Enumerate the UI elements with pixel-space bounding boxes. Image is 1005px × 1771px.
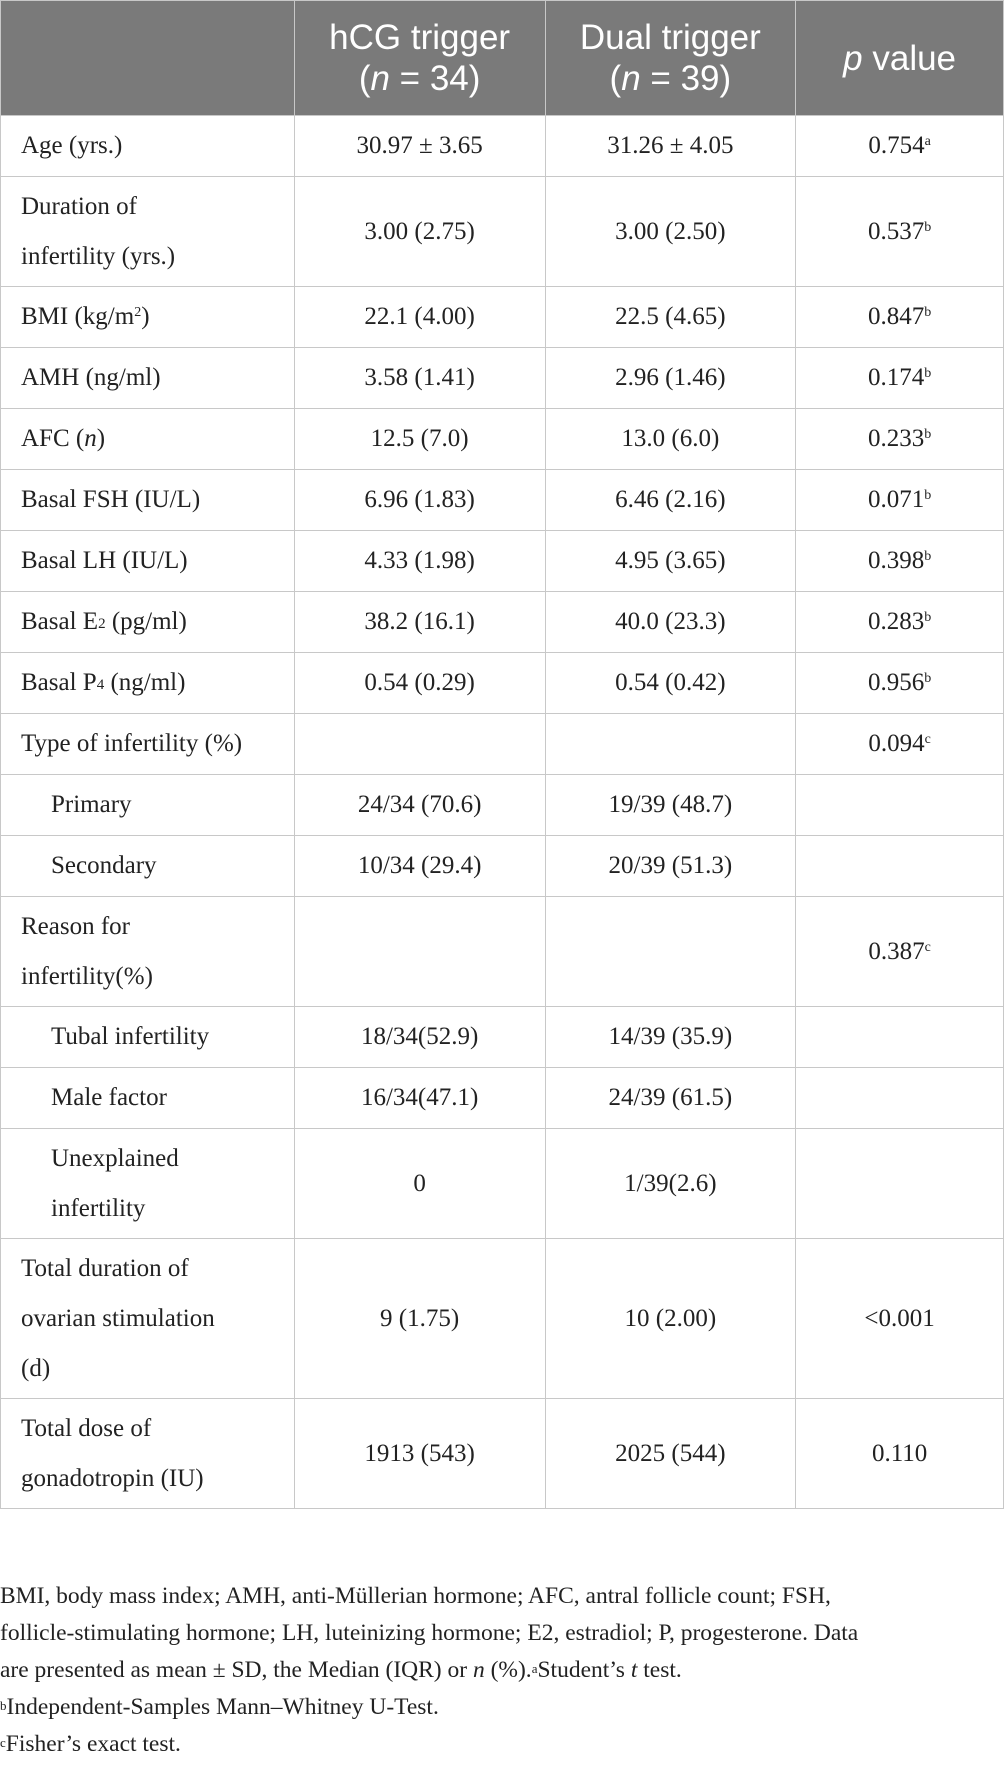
header-p-rest: value xyxy=(862,38,957,78)
dual-value: 31.26 ± 4.05 xyxy=(545,116,796,177)
header-dual-n-symbol: n xyxy=(621,59,641,98)
p-footnote-mark: a xyxy=(924,134,931,149)
p-value-cell xyxy=(796,348,1004,409)
p-value: 0.174 xyxy=(867,364,925,391)
p-value-cell xyxy=(796,653,1004,714)
p-footnote-mark: c xyxy=(924,732,931,747)
dual-value: 13.0 (6.0) xyxy=(545,409,796,470)
dual-value: 2025 (544) xyxy=(545,1399,796,1509)
dual-value xyxy=(545,714,796,775)
hcg-value: 1913 (543) xyxy=(294,1399,545,1509)
row-label xyxy=(1,653,295,714)
header-dual-title: Dual trigger xyxy=(579,18,761,57)
p-value-cell xyxy=(796,409,1004,470)
p-value: 0.387 xyxy=(868,937,925,965)
footnote-t: t xyxy=(630,1657,638,1683)
footnote-text: Independent-Samples Mann–Whitney U-Test. xyxy=(6,1694,439,1720)
p-value: 0.537 xyxy=(867,217,925,245)
row-label: Basal LH (IU/L) xyxy=(1,531,295,592)
p-footnote-mark: b xyxy=(924,610,932,625)
row-label xyxy=(1,177,295,287)
row-label-line1: Reason for xyxy=(21,912,130,940)
footnote-mark: c xyxy=(0,1735,6,1750)
footnote-mark: a xyxy=(531,1661,538,1676)
header-p-symbol: p xyxy=(843,38,863,78)
table-row-total-dose xyxy=(1,1399,1004,1509)
table-row-p4 xyxy=(1,653,1004,714)
row-label-line2: infertility xyxy=(51,1194,146,1222)
p-value: 0.398 xyxy=(867,547,925,574)
header-hcg-title: hCG trigger xyxy=(329,18,511,57)
row-label-line1: Total dose of xyxy=(21,1414,152,1442)
hcg-value: 3.58 (1.41) xyxy=(294,348,545,409)
p-footnote-mark: b xyxy=(924,305,932,320)
footnote-mark: b xyxy=(0,1698,7,1713)
hcg-value: 0 xyxy=(294,1129,545,1239)
p-value: 0.071 xyxy=(867,486,925,513)
row-label: Type of infertility (%) xyxy=(1,714,295,775)
p-value-cell xyxy=(796,897,1004,1007)
row-label-text: Basal E xyxy=(21,608,99,635)
p-value xyxy=(796,1068,1004,1129)
p-footnote-mark: b xyxy=(924,488,932,503)
row-label-n: n xyxy=(84,425,97,452)
row-label xyxy=(1,897,295,1007)
p-value xyxy=(796,1007,1004,1068)
row-label xyxy=(1,592,295,653)
table-row-e2 xyxy=(1,592,1004,653)
row-label-line2: infertility (yrs.) xyxy=(21,242,176,270)
row-label-line1: Duration of xyxy=(21,192,137,220)
p-value xyxy=(796,775,1004,836)
table-row-secondary xyxy=(1,836,1004,897)
table-row-duration xyxy=(1,177,1004,287)
dual-value: 4.95 (3.65) xyxy=(545,531,796,592)
hcg-value: 3.00 (2.75) xyxy=(294,177,545,287)
row-label-line1: Total duration of xyxy=(21,1254,189,1282)
table-row-bmi xyxy=(1,287,1004,348)
p-footnote-mark: b xyxy=(924,366,932,381)
p-value: 0.094 xyxy=(868,730,925,757)
dual-value: 10 (2.00) xyxy=(545,1239,796,1399)
row-label-line2: gonadotropin (IU) xyxy=(21,1464,204,1492)
table-row-amh xyxy=(1,348,1004,409)
footnote-line: follicle-stimulating hormone; LH, luteinizing hormone; E2, estradiol; P, progesterone. Data xyxy=(0,1620,859,1646)
row-label-line1: Unexplained xyxy=(51,1144,179,1172)
row-label-end: ) xyxy=(141,303,150,330)
p-value: 0.233 xyxy=(867,425,925,452)
dual-value: 0.54 (0.42) xyxy=(545,653,796,714)
dual-value: 14/39 (35.9) xyxy=(545,1007,796,1068)
row-label: Tubal infertility xyxy=(1,1007,295,1068)
footnote-line xyxy=(0,1689,1000,1726)
p-footnote-mark: c xyxy=(924,939,931,955)
row-label-subscript: 2 xyxy=(98,616,106,632)
dual-value: 2.96 (1.46) xyxy=(545,348,796,409)
dual-value: 20/39 (51.3) xyxy=(545,836,796,897)
row-label: Primary xyxy=(1,775,295,836)
p-value: 0.283 xyxy=(867,608,925,635)
hcg-value: 22.1 (4.00) xyxy=(294,287,545,348)
row-label xyxy=(1,409,295,470)
hcg-value: 6.96 (1.83) xyxy=(294,470,545,531)
header-p-value xyxy=(796,1,1004,116)
p-value xyxy=(796,1129,1004,1239)
p-value-cell xyxy=(796,531,1004,592)
header-dual-n: 39 xyxy=(680,59,720,98)
table-row-primary xyxy=(1,775,1004,836)
dual-value: 1/39(2.6) xyxy=(545,1129,796,1239)
hcg-value: 18/34(52.9) xyxy=(294,1007,545,1068)
footnote-n: n xyxy=(472,1657,485,1683)
footnote-line xyxy=(0,1652,1000,1689)
hcg-value: 0.54 (0.29) xyxy=(294,653,545,714)
footnote-text: are presented as mean ± SD, the Median (IQR) or xyxy=(0,1657,473,1683)
row-label: Secondary xyxy=(1,836,295,897)
hcg-value: 16/34(47.1) xyxy=(294,1068,545,1129)
table-row-male-factor xyxy=(1,1068,1004,1129)
footnote-text: test. xyxy=(637,1657,682,1683)
row-label-subscript: 4 xyxy=(96,677,105,693)
footnote-line: BMI, body mass index; AMH, anti-Müllerian hormone; AFC, antral follicle count; FSH, xyxy=(0,1583,831,1609)
row-label xyxy=(1,287,295,348)
header-row xyxy=(1,1,1004,116)
table-row-fsh xyxy=(1,470,1004,531)
row-label-end: ) xyxy=(96,425,106,452)
p-value-cell xyxy=(796,470,1004,531)
header-cell-empty xyxy=(1,1,295,116)
dual-value: 3.00 (2.50) xyxy=(545,177,796,287)
row-label xyxy=(1,1399,295,1509)
dual-value: 24/39 (61.5) xyxy=(545,1068,796,1129)
p-footnote-mark: b xyxy=(924,671,932,686)
header-hcg-trigger: hCG trigger (n = 34) xyxy=(294,1,545,116)
p-value: <0.001 xyxy=(796,1239,1004,1399)
header-hcg-n-symbol: n xyxy=(370,59,390,98)
dual-value: 19/39 (48.7) xyxy=(545,775,796,836)
p-value-cell xyxy=(796,714,1004,775)
footnote-text: (%). xyxy=(484,1657,532,1683)
table-footnotes xyxy=(0,1578,1000,1763)
row-label-end: (ng/ml) xyxy=(104,669,186,696)
footnote-line xyxy=(0,1726,1000,1763)
p-footnote-mark: b xyxy=(924,549,932,564)
row-label-text: AFC ( xyxy=(21,425,85,452)
header-dual-eq: = xyxy=(640,59,681,98)
hcg-value xyxy=(294,897,545,1007)
dual-value xyxy=(545,897,796,1007)
p-value xyxy=(796,836,1004,897)
p-value: 0.110 xyxy=(796,1399,1004,1509)
table-row-age xyxy=(1,116,1004,177)
p-value-cell xyxy=(796,287,1004,348)
footnote-text: Student’s xyxy=(537,1657,631,1683)
dual-value: 6.46 (2.16) xyxy=(545,470,796,531)
p-footnote-mark: b xyxy=(924,219,932,235)
row-label xyxy=(1,1129,295,1239)
row-label-superscript: 2 xyxy=(134,305,142,320)
hcg-value: 9 (1.75) xyxy=(294,1239,545,1399)
dual-value: 22.5 (4.65) xyxy=(545,287,796,348)
p-value-cell xyxy=(796,177,1004,287)
hcg-value xyxy=(294,714,545,775)
header-hcg-eq: = xyxy=(389,59,430,98)
p-value-cell xyxy=(796,116,1004,177)
dual-value: 40.0 (23.3) xyxy=(545,592,796,653)
hcg-value: 12.5 (7.0) xyxy=(294,409,545,470)
row-label-line2: ovarian stimulation xyxy=(21,1304,215,1332)
table-row-reason-for-infertility xyxy=(1,897,1004,1007)
table-row-lh xyxy=(1,531,1004,592)
row-label: Male factor xyxy=(1,1068,295,1129)
footnote-text: Fisher’s exact test. xyxy=(5,1731,181,1757)
hcg-value: 4.33 (1.98) xyxy=(294,531,545,592)
table-row-type-of-infertility xyxy=(1,714,1004,775)
row-label: Age (yrs.) xyxy=(1,116,295,177)
p-value: 0.956 xyxy=(867,669,925,696)
header-dual-trigger: Dual trigger (n = 39) xyxy=(545,1,796,116)
hcg-value: 38.2 (16.1) xyxy=(294,592,545,653)
header-hcg-n: 34 xyxy=(429,59,469,98)
p-value-cell xyxy=(796,592,1004,653)
p-value: 0.847 xyxy=(867,303,925,330)
table-row-unexplained xyxy=(1,1129,1004,1239)
table-row-total-duration xyxy=(1,1239,1004,1399)
table-row-afc xyxy=(1,409,1004,470)
row-label-line2: infertility(%) xyxy=(21,962,153,990)
row-label-line3: (d) xyxy=(21,1354,51,1382)
hcg-value: 24/34 (70.6) xyxy=(294,775,545,836)
table-row-tubal xyxy=(1,1007,1004,1068)
row-label-end: (pg/ml) xyxy=(105,608,187,635)
p-footnote-mark: b xyxy=(924,427,932,442)
row-label: AMH (ng/ml) xyxy=(1,348,295,409)
row-label: Basal FSH (IU/L) xyxy=(1,470,295,531)
row-label-text: Basal P xyxy=(21,669,97,696)
hcg-value: 10/34 (29.4) xyxy=(294,836,545,897)
row-label-text: BMI (kg/m xyxy=(21,303,135,330)
p-value: 0.754 xyxy=(868,132,925,159)
row-label xyxy=(1,1239,295,1399)
hcg-value: 30.97 ± 3.65 xyxy=(294,116,545,177)
